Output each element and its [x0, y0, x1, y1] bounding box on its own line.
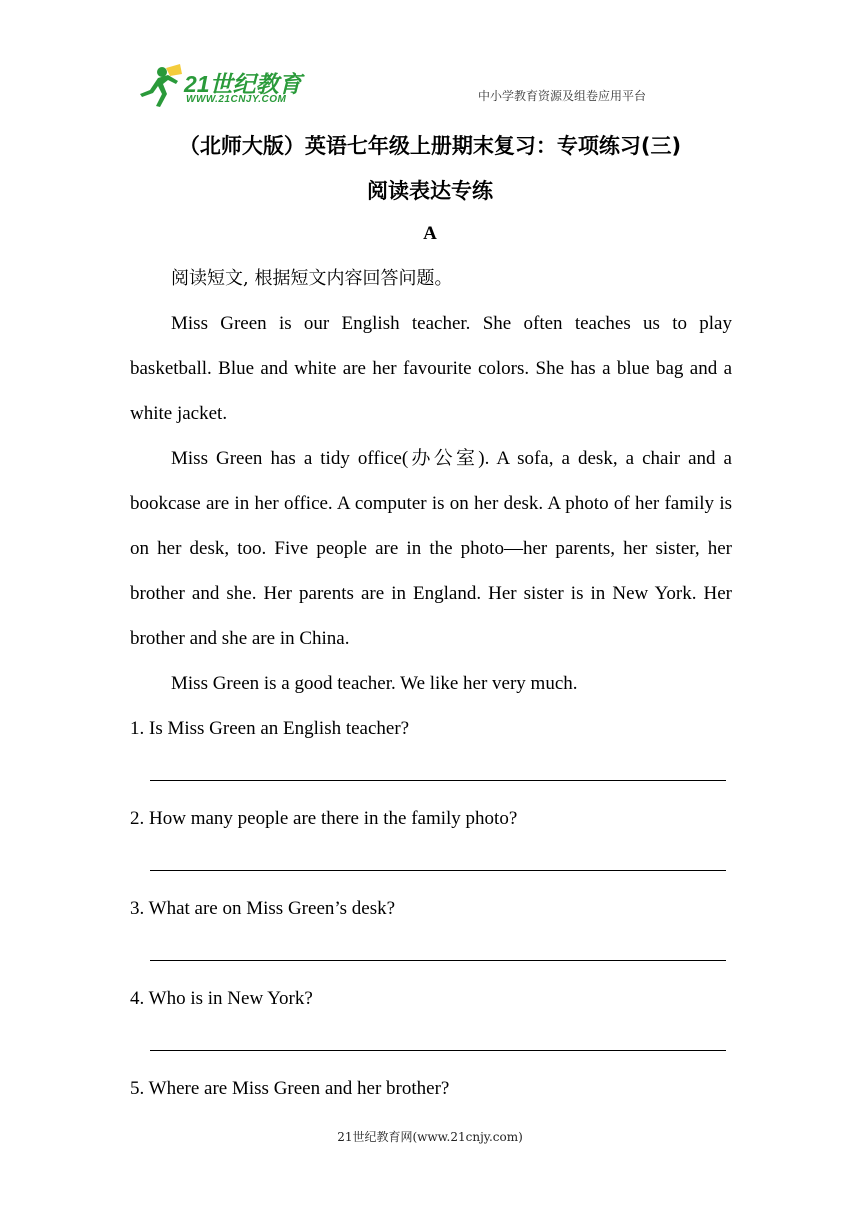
- instruction: 阅读短文, 根据短文内容回答问题。: [171, 268, 453, 289]
- answer-line[interactable]: [130, 841, 732, 886]
- answer-line[interactable]: [130, 751, 732, 796]
- document-subtitle: 阅读表达专练: [367, 179, 493, 203]
- question: 2. How many people are there in the family photo?: [130, 808, 518, 829]
- section-label: A: [423, 223, 437, 244]
- page-footer: 21世纪教育网(www.21cnjy.com): [337, 1130, 523, 1144]
- question: 4. Who is in New York?: [130, 988, 313, 1009]
- paragraph: Miss Green has a tidy office(办公室). A sofa, a desk, a chair and a bookcase are in her office. A computer is on her desk. A photo of her family is on her desk, too. Five people are in the photo—her parents, her sister, her brother and she. Her parents are in England. Her sister is in New York. Her brother and she are in China.: [130, 448, 732, 649]
- document-title: （北师大版）英语七年级上册期末复习：专项练习(三): [178, 134, 682, 158]
- logo-text: 21世纪教育: [184, 71, 302, 97]
- logo-url: WWW.21CNJY.COM: [186, 94, 287, 105]
- question: 1. Is Miss Green an English teacher?: [130, 718, 410, 739]
- answer-line[interactable]: [130, 931, 732, 976]
- question: 3. What are on Miss Green’s desk?: [130, 898, 396, 919]
- header-tagline: 中小学教育资源及组卷应用平台: [477, 89, 646, 103]
- answer-line[interactable]: [130, 1021, 732, 1066]
- page-header: [130, 62, 730, 110]
- paragraph: Miss Green is our English teacher. She often teaches us to play basketball. Blue and white are her favourite colors. She has a blue bag and a white jacket.: [130, 313, 732, 424]
- site-logo: [136, 64, 311, 108]
- paragraph: Miss Green is a good teacher. We like her very much.: [171, 673, 578, 694]
- question: 5. Where are Miss Green and her brother?: [130, 1078, 450, 1099]
- reading-content: [130, 256, 732, 1111]
- running-man-icon: [136, 64, 184, 108]
